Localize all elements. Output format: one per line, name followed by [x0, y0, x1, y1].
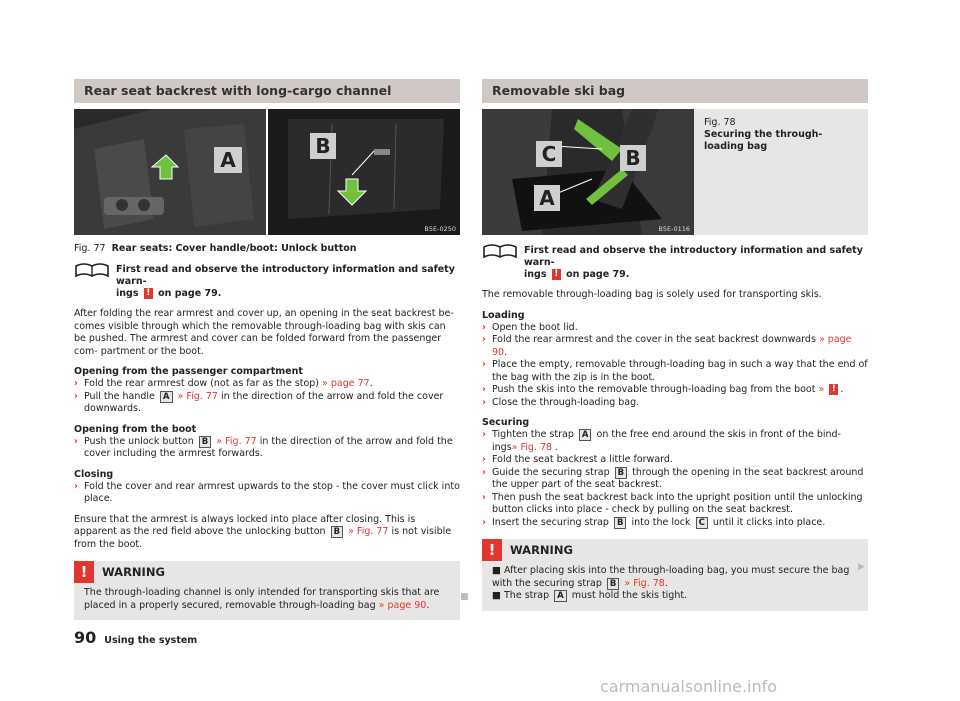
step: [482, 492, 868, 517]
figure-link[interactable]: » Fig. 77: [216, 435, 257, 447]
step: [74, 391, 460, 416]
step-text: Close the through-loading bag.: [492, 396, 640, 408]
step: [74, 436, 460, 461]
notice-ings: ings: [524, 269, 547, 280]
figure-77-image: [74, 109, 460, 235]
caption-number: Fig. 78: [704, 117, 736, 128]
notice-line-1: First read and observe the introductory information and safety warn-: [116, 264, 455, 287]
step-arrow-icon: ›: [482, 466, 486, 478]
step-text: on the free end around the skis in front of the bind- ings: [492, 429, 841, 453]
warning-item: ■ The strap A must hold the skis tight.: [492, 590, 688, 601]
para-text: Ensure that the armrest is always locked into place after closing. This is apparent as the red field above the unlocking button: [74, 513, 416, 537]
step-arrow-icon: ›: [74, 390, 78, 402]
warning-mark-icon: !: [144, 288, 153, 299]
page-footer: [74, 628, 197, 647]
warning-title: WARNING: [510, 543, 573, 557]
figure-link[interactable]: » Fig. 78: [511, 441, 553, 453]
figure-78-image: [482, 109, 694, 235]
figure-link[interactable]: » Fig. 77: [348, 526, 389, 537]
step-text: Push the skis into the removable through-loading bag from the boot: [492, 384, 816, 395]
figure-code: B5E-0250: [424, 225, 456, 233]
notice-page: on page 79.: [566, 269, 630, 280]
step: [74, 481, 460, 506]
figure-code: B5E-0116: [658, 225, 690, 233]
notice-line-1: First read and observe the introductory information and safety warn-: [524, 245, 863, 268]
para-text: is not visible from the boot.: [74, 526, 452, 550]
step-arrow-icon: ›: [482, 396, 486, 408]
step-text: Push the unlock button: [84, 435, 194, 447]
step-text: in the direction of the arrow and fold the cover including the armrest forwards.: [84, 435, 453, 459]
step-text: Then push the seat backrest back into the upright position until the unlocking button clicks into place - check by pulling on the seat backrest.: [492, 491, 863, 515]
step-arrow-icon: ›: [74, 435, 78, 447]
step: › Push the skis into the removable through-loading bag from the boot » ! .: [482, 384, 844, 395]
notice: [482, 245, 868, 281]
figure-78-block: [482, 109, 868, 235]
step-text: until it clicks into place.: [712, 516, 826, 528]
key-label: C: [696, 517, 708, 529]
step: [482, 467, 868, 492]
step: › Tighten the strap A on the free end around the skis in front of the bind- ings» Fig. 78 .: [482, 429, 841, 453]
figure-78-caption: [694, 109, 868, 235]
step-text: Insert the securing strap: [492, 516, 609, 528]
footer-section: Using the system: [104, 635, 198, 646]
step-arrow-icon: ›: [74, 480, 78, 492]
section-title: Rear seat backrest with long-cargo channel: [74, 79, 460, 103]
subheading-passenger: Opening from the passenger compartment: [74, 366, 303, 377]
step-text: Open the boot lid.: [492, 321, 578, 333]
open-book-icon: [74, 262, 110, 278]
step-text: Tighten the strap: [492, 429, 574, 440]
figure-link[interactable]: » Fig. 78: [624, 577, 665, 589]
step-text: Place the empty, removable through-loading bag in such a way that the end of the bag with the zip is in the boot.: [492, 359, 868, 383]
key-label: A: [554, 590, 567, 602]
notice-line-2: [524, 269, 868, 281]
caption-text: Securing the through-loading bag: [704, 129, 823, 152]
key-label: B: [331, 526, 343, 538]
intro-paragraph: After folding the rear armrest and cover up, an opening in the seat backrest be- comes visible through which the removable through-loading bag with skis can be pushed. The armrest and cover can be folded forward from the passenger com- partment or the boot.: [74, 308, 454, 357]
section-end-icon: ■: [460, 592, 469, 602]
notice: [74, 264, 460, 300]
subheading-boot: Opening from the boot: [74, 423, 197, 435]
key-label: A: [160, 391, 173, 403]
intro-paragraph: The removable through-loading bag is solely used for transporting skis.: [482, 289, 822, 300]
subheading-closing: Closing: [74, 468, 114, 480]
watermark: carmanualsonline.info: [600, 677, 778, 696]
step: [482, 397, 868, 410]
subheading-securing: Securing: [482, 417, 530, 428]
warning-text: The strap: [504, 590, 550, 601]
figure-77: [74, 109, 460, 235]
page-number: 90: [74, 628, 97, 647]
step: [482, 517, 868, 530]
page-link[interactable]: » page 90: [492, 334, 852, 358]
warning-text: After placing skis into the through-loading bag, you must secure the bag with the securing strap: [492, 565, 850, 589]
warning-box: [482, 539, 868, 611]
exclamation-icon: !: [482, 539, 502, 561]
subheading-loading: Loading: [482, 309, 525, 321]
ensure-paragraph: [74, 514, 460, 552]
warning-item: ■ After placing skis into the through-loading bag, you must secure the bag with the securing strap B » Fig. 78.: [492, 565, 850, 589]
exclamation-icon: !: [74, 561, 94, 583]
figure-caption: [74, 243, 460, 254]
figure-label-a: A: [534, 185, 560, 211]
step-text: into the lock: [631, 516, 691, 528]
warning-title: WARNING: [102, 565, 165, 579]
figure-label-b: B: [620, 145, 646, 171]
warning-header: [482, 539, 868, 561]
step-arrow-icon: ›: [482, 359, 486, 370]
warning-text: The through-loading channel is only intended for transporting skis that are placed in a properly secured, removable through-loading bag: [84, 587, 440, 611]
key-label: B: [607, 578, 619, 590]
key-label: B: [199, 436, 211, 448]
step: [482, 322, 868, 335]
step-arrow-icon: ›: [482, 516, 486, 528]
step-arrow-icon: ›: [482, 454, 486, 465]
figure-78: [482, 109, 694, 235]
step-arrow-icon: ›: [482, 429, 486, 440]
step: [482, 454, 868, 467]
notice-line-2: [116, 288, 460, 300]
key-label: A: [579, 429, 592, 441]
warning-body: [482, 561, 868, 611]
step-text: Fold the rear armrest and the cover in the seat backrest downwards: [492, 334, 816, 345]
right-column: [482, 79, 868, 611]
warning-mark-icon: !: [552, 269, 561, 280]
page-link[interactable]: » page 90: [378, 599, 427, 611]
warning-body: The through-loading channel is only intended for transporting skis that are placed in a properly secured, removable through-loading bag » page 90.: [84, 587, 440, 611]
step-text: Guide the securing strap: [492, 466, 610, 478]
step: [482, 359, 868, 384]
step-text: through the opening in the seat backrest around the upper part of the seat backrest.: [492, 466, 864, 490]
figure-label-a: A: [214, 147, 242, 173]
step-arrow-icon: ›: [482, 334, 486, 345]
step: › Fold the rear armrest and the cover in the seat backrest downwards » page 90.: [482, 334, 852, 358]
caption-number: Fig. 77: [74, 243, 106, 254]
section-title: Removable ski bag: [482, 79, 868, 103]
continue-arrow-icon: ▶: [858, 562, 865, 572]
left-column: [74, 79, 460, 620]
caption-text: Rear seats: Cover handle/boot: Unlock button: [111, 243, 357, 254]
step-text: Fold the cover and rear armrest upwards to the stop - the cover must click into place.: [84, 480, 460, 504]
notice-page: on page 79.: [158, 288, 222, 299]
step-text: Fold the seat backrest a little forward.: [492, 454, 673, 465]
step-arrow-icon: ›: [482, 491, 486, 503]
page-link[interactable]: » page 77: [322, 378, 370, 389]
step-arrow-icon: ›: [482, 384, 486, 395]
step: › Fold the rear armrest dow (not as far as the stop) » page 77.: [74, 378, 373, 389]
key-label: B: [614, 517, 626, 529]
warning-box: [74, 561, 460, 620]
warning-text: must hold the skis tight.: [571, 590, 688, 601]
notice-ings: ings: [116, 288, 139, 299]
warning-mark-icon: !: [829, 384, 838, 395]
step-text: Pull the handle: [84, 390, 155, 402]
figure-label-c: C: [536, 141, 562, 167]
key-label: B: [615, 467, 627, 479]
step-text: Fold the rear armrest dow (not as far as the stop): [84, 378, 319, 389]
step-arrow-icon: ›: [74, 378, 78, 389]
step-arrow-icon: ›: [482, 321, 486, 333]
figure-label-b: B: [310, 133, 336, 159]
warning-link[interactable]: »: [818, 384, 825, 395]
figure-link[interactable]: » Fig. 77: [177, 390, 218, 402]
open-book-icon: [482, 243, 518, 259]
step-text: in the direction of the arrow and fold the cover downwards.: [84, 390, 444, 414]
warning-header: [74, 561, 460, 583]
